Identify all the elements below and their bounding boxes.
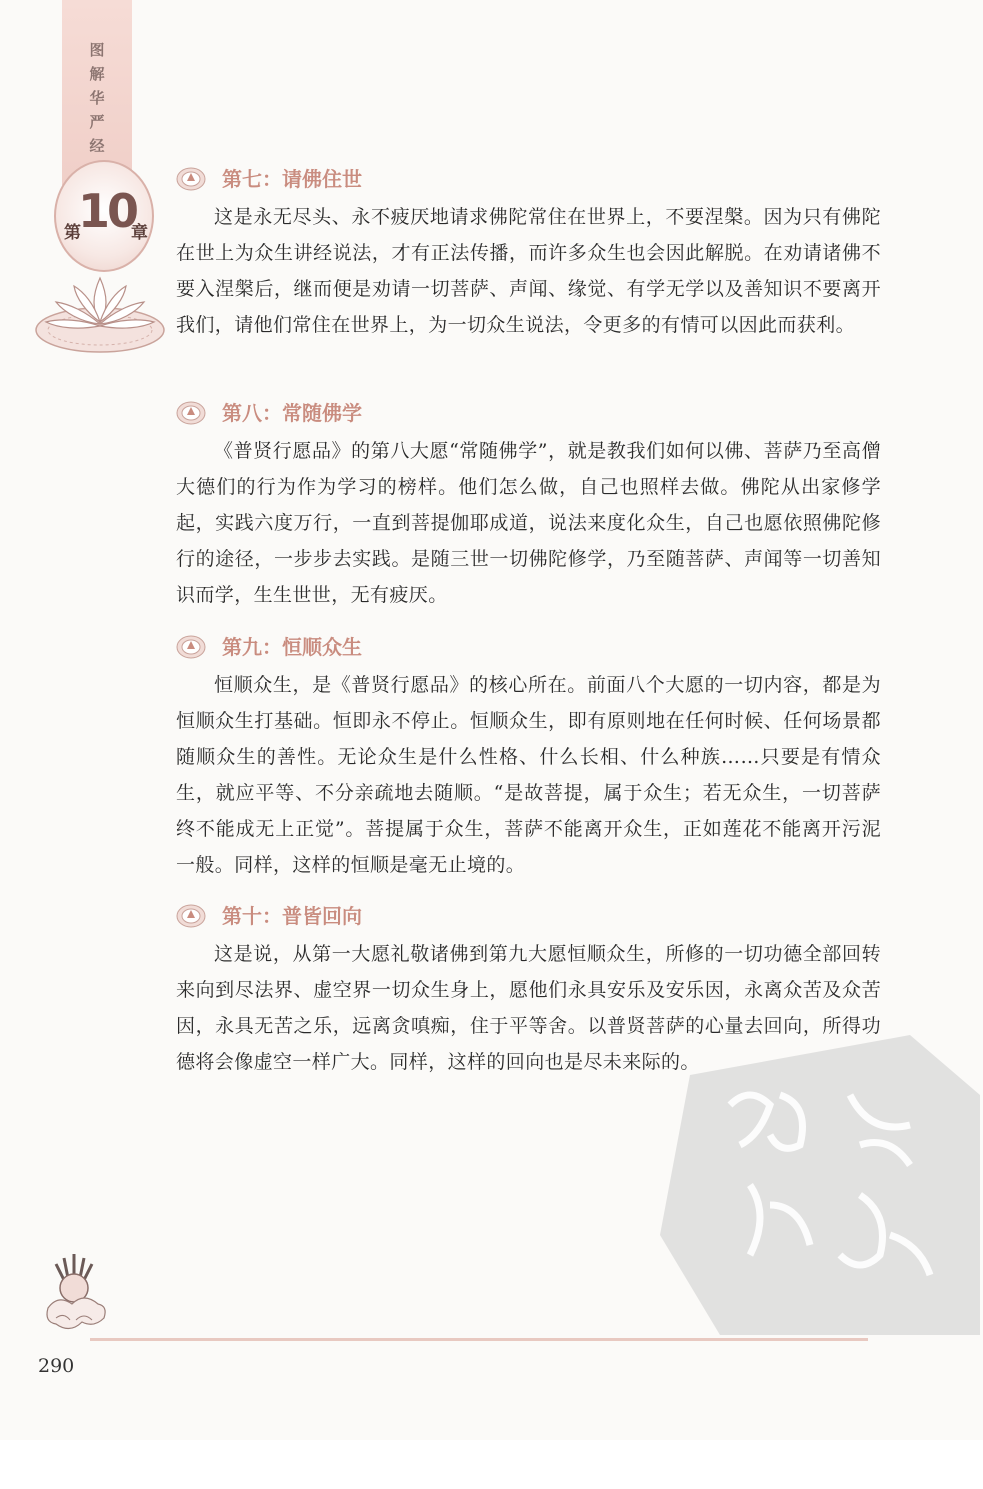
section-body: 这是永无尽头、永不疲厌地请求佛陀常住在世界上，不要涅槃。因为只有佛陀在世上为众生讲经说法，才有正法传播，而许多众生也会因此解脱。在劝请诸佛不要入涅槃后，继而便是劝请一切菩萨、声闻、缘觉、有学无学以及善知识不要离开我们，请他们常住在世界上，为一切众生说法，令更多的有情可以因此而获利。	[176, 206, 881, 336]
section-title: 第八：常随佛学	[222, 401, 362, 425]
lotus-bullet-icon	[176, 635, 206, 659]
seal-watermark-icon	[660, 1035, 980, 1335]
page-number: 290	[38, 1355, 75, 1377]
section-9	[176, 631, 881, 883]
lotus-bullet-icon	[176, 904, 206, 928]
section-title: 第九：恒顺众生	[222, 635, 362, 659]
chapter-number: 10	[78, 184, 137, 238]
book-title-char: 严	[89, 113, 105, 131]
section-body: 《普贤行愿品》的第八大愿“常随佛学”，就是教我们如何以佛、菩萨乃至高僧大德们的行为作为学习的榜样。他们怎么做，自己也照样去做。佛陀从出家修学起，实践六度万行，一直到菩提伽耶成道，说法来度化众生，自己也愿依照佛陀修行的途径，一步步去实践。是随三世一切佛陀修学，乃至随菩萨、声闻等一切善知识而学，生生世世，无有疲厌。	[176, 440, 881, 606]
chapter-prefix: 第	[64, 223, 81, 243]
section-body: 这是说，从第一大愿礼敬诸佛到第九大愿恒顺众生，所修的一切功德全部回转来向到尽法界、虚空界一切众生身上，愿他们永具安乐及安乐因，永离众苦及众苦因，永具无苦之乐，远离贪嗔痴，住于平等舍。以普贤菩萨的心量去回向，所得功德将会像虚空一样广大。同样，这样的回向也是尽未来际的。	[176, 943, 881, 1073]
section-8	[176, 397, 881, 613]
lotus-icon	[34, 268, 166, 356]
book-title-char: 华	[89, 89, 105, 107]
book-title-vertical	[62, 38, 132, 158]
section-body: 恒顺众生，是《普贤行愿品》的核心所在。前面八个大愿的一切内容，都是为恒顺众生打基础。恒即永不停止。恒顺众生，即有原则地在任何时候、任何场景都随顺众生的善性。无论众生是什么性格、什么长相、什么种族……只要是有情众生，就应平等、不分亲疏地去随顺。“是故菩提，属于众生；若无众生，一切菩萨终不能成无上正觉”。菩提属于众生，菩萨不能离开众生，正如莲花不能离开污泥一般。同样，这样的恒顺是毫无止境的。	[176, 674, 881, 876]
lotus-bullet-icon	[176, 167, 206, 191]
section-7	[176, 163, 881, 343]
section-title: 第十：普皆回向	[222, 904, 362, 928]
book-title-char: 解	[89, 65, 105, 83]
lotus-bullet-icon	[176, 401, 206, 425]
footer-rule	[90, 1338, 868, 1341]
cloud-ornament-icon	[38, 1248, 110, 1340]
page-bottom-strip	[0, 1440, 983, 1489]
chapter-suffix: 章	[131, 223, 148, 243]
book-title-char: 经	[89, 137, 105, 155]
section-title: 第七：请佛住世	[222, 167, 362, 191]
book-title-char: 图	[89, 41, 105, 59]
chapter-badge	[54, 160, 154, 272]
